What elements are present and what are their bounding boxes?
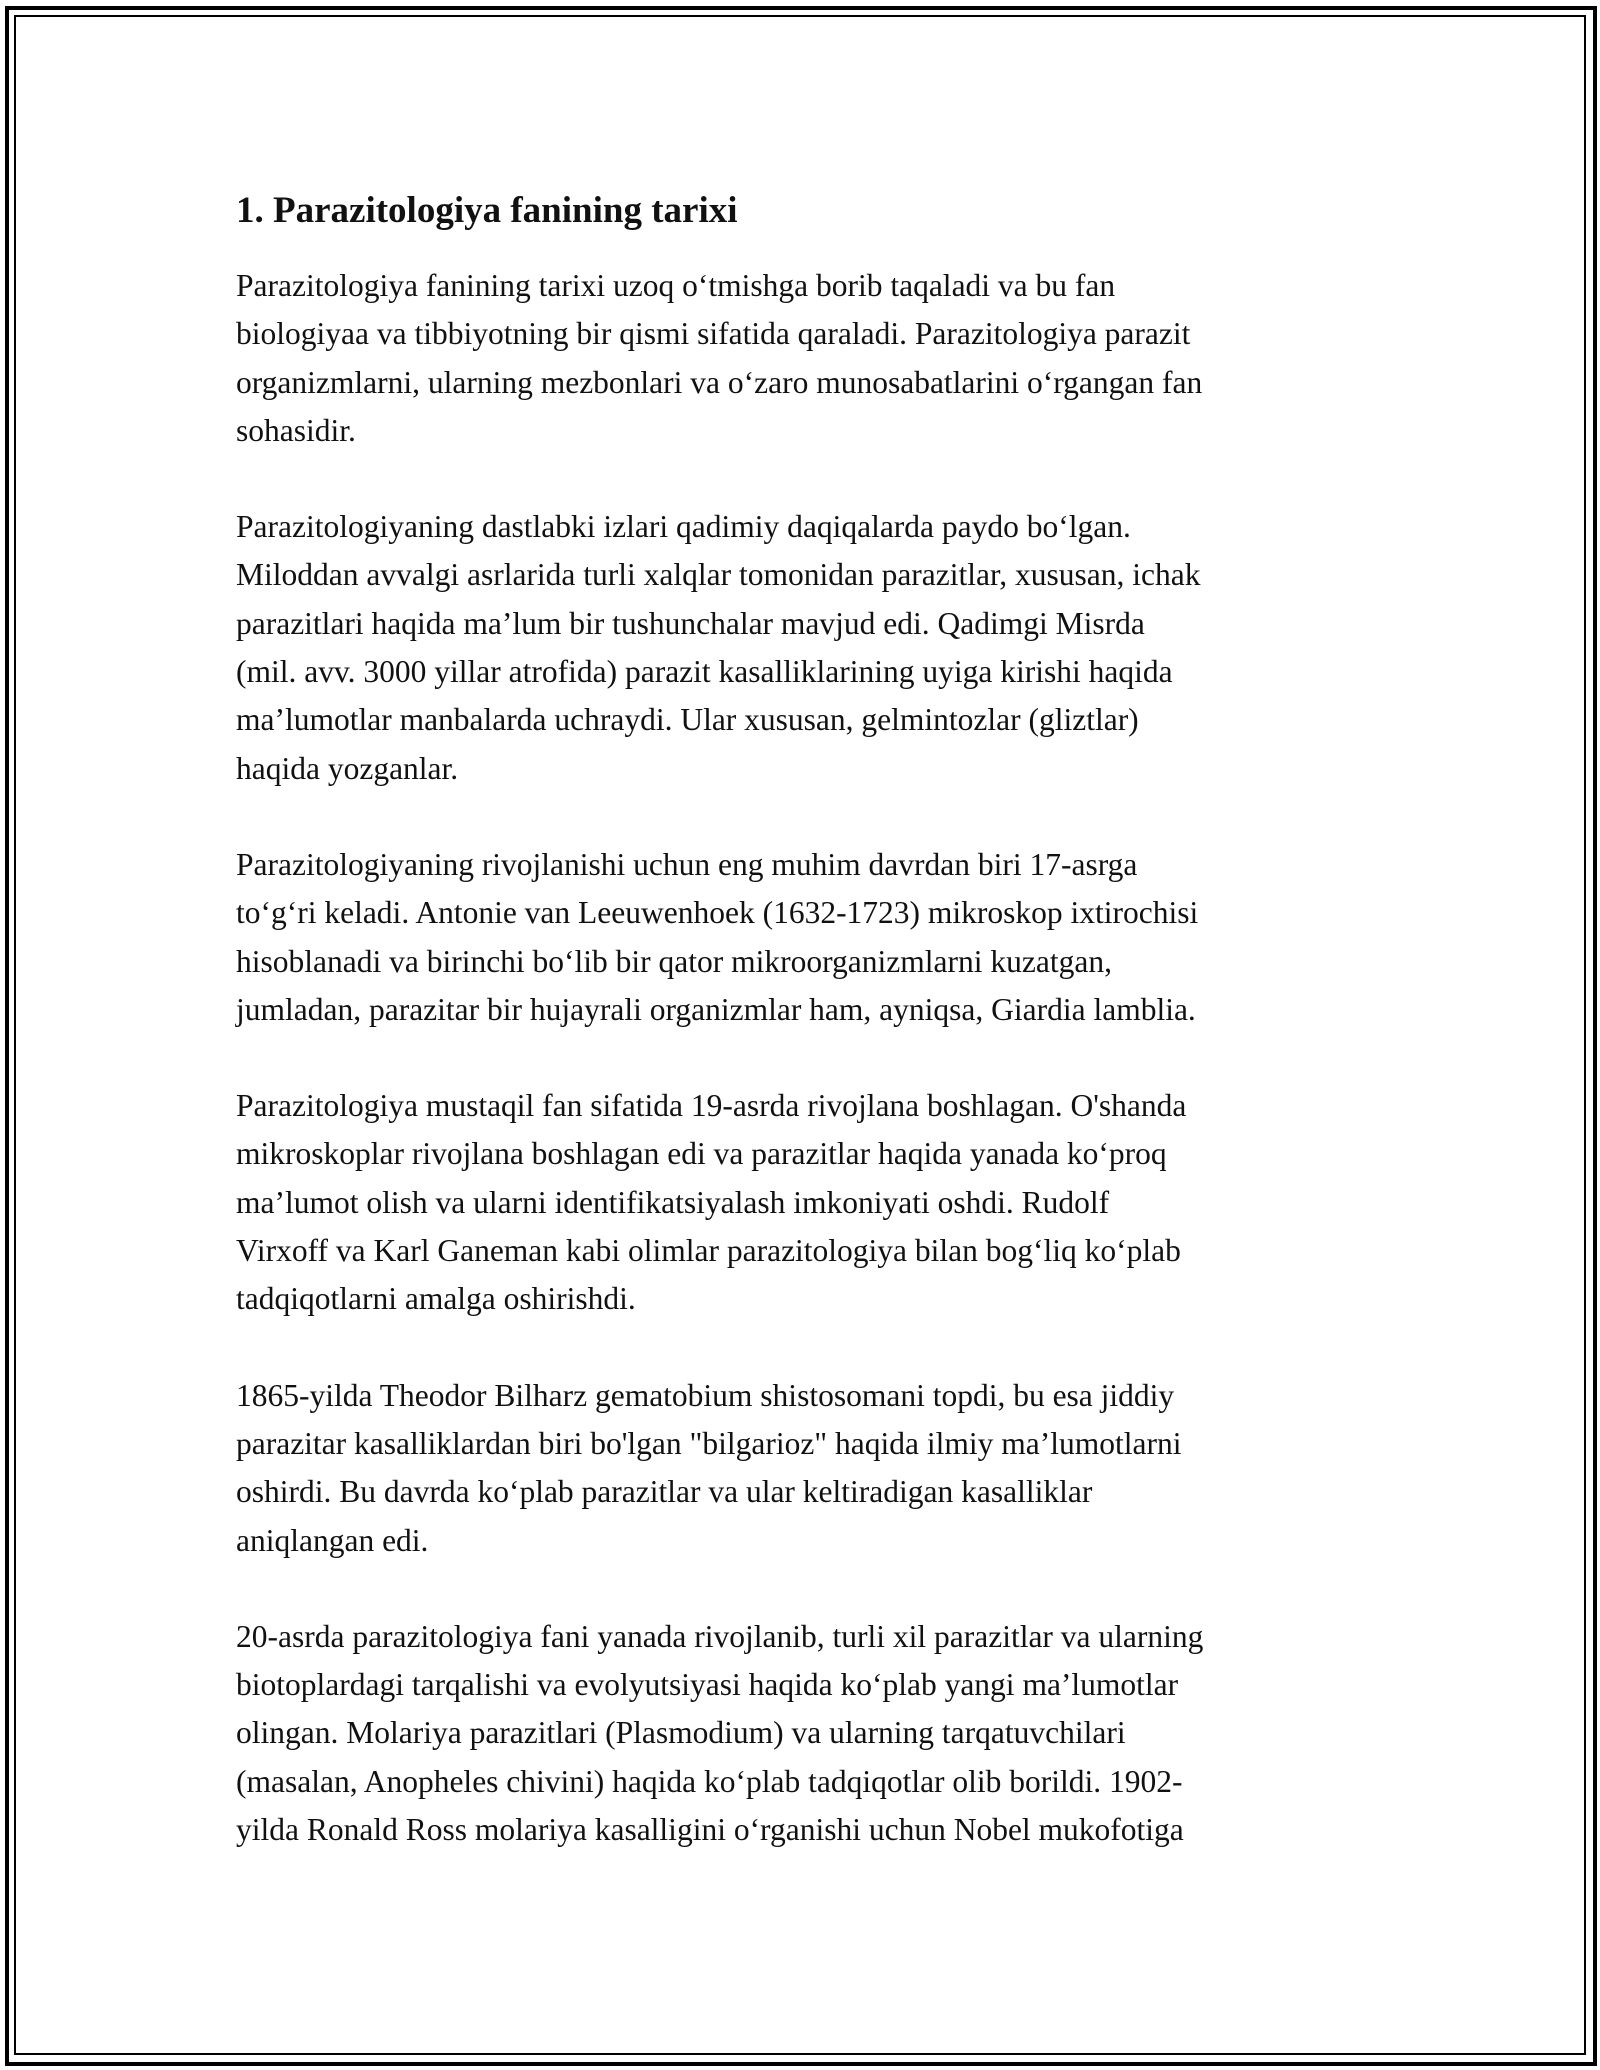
- paragraph: [236, 262, 1366, 455]
- paragraph-line: Parazitologiyaning dastlabki izlari qadimiy daqiqalarda paydo bo‘lgan.: [236, 509, 1131, 545]
- paragraph-line: Parazitologiyaning rivojlanishi uchun eng muhim davrdan biri 17-asrga: [236, 846, 1138, 882]
- paragraph-line: biotoplardagi tarqalishi va evolyutsiyasi haqida ko‘plab yangi ma’lumotlar: [236, 1667, 1179, 1703]
- paragraph-line: Parazitologiya mustaqil fan sifatida 19-asrda rivojlana boshlagan. O'shanda: [236, 1088, 1187, 1124]
- section-heading: 1. Parazitologiya fanining tarixi: [236, 190, 738, 231]
- paragraph-line: (masalan, Anopheles chivini) haqida ko‘plab tadqiqotlar olib borildi. 1902-: [236, 1763, 1183, 1799]
- document-body: [236, 186, 1366, 1902]
- paragraph-line: (mil. avv. 3000 yillar atrofida) parazit kasalliklarining uyiga kirishi haqida: [236, 654, 1173, 690]
- paragraph-line: mikroskoplar rivojlana boshlagan edi va parazitlar haqida yanada ko‘proq: [236, 1136, 1167, 1172]
- paragraph-line: organizmlarni, ularning mezbonlari va o‘zaro munosabatlarini o‘rgangan fan: [236, 364, 1203, 400]
- paragraph-line: biologiyaa va tibbiyotning bir qismi sifatida qaraladi. Parazitologiya parazit: [236, 316, 1191, 352]
- paragraph-line: hisoblanadi va birinchi bo‘lib bir qator mikroorganizmlarni kuzatgan,: [236, 943, 1112, 979]
- paragraph-line: yilda Ronald Ross molariya kasalligini o‘rganishi uchun Nobel mukofotiga: [236, 1812, 1184, 1848]
- paragraph-line: olingan. Molariya parazitlari (Plasmodium) va ularning tarqatuvchilari: [236, 1715, 1126, 1751]
- paragraph-line: to‘g‘ri keladi. Antonie van Leeuwenhoek (1632-1723) mikroskop ixtirochisi: [236, 895, 1199, 931]
- paragraph: [236, 1372, 1366, 1565]
- paragraph-line: oshirdi. Bu davrda ko‘plab parazitlar va ular keltiradigan kasalliklar: [236, 1474, 1093, 1510]
- paragraph-container: [236, 262, 1366, 1854]
- paragraph-line: parazitlari haqida ma’lum bir tushunchalar mavjud edi. Qadimgi Misrda: [236, 605, 1145, 641]
- paragraph: [236, 841, 1366, 1034]
- paragraph-line: 20-asrda parazitologiya fani yanada rivojlanib, turli xil parazitlar va ularning: [236, 1618, 1204, 1654]
- paragraph: [236, 1613, 1366, 1854]
- paragraph-line: haqida yozganlar.: [236, 750, 459, 786]
- paragraph: [236, 503, 1366, 793]
- paragraph-line: Virxoff va Karl Ganeman kabi olimlar parazitologiya bilan bog‘liq ko‘plab: [236, 1233, 1181, 1269]
- paragraph-line: parazitar kasalliklardan biri bo'lgan "bilgarioz" haqida ilmiy ma’lumotlarni: [236, 1425, 1182, 1461]
- paragraph-line: sohasidir.: [236, 412, 356, 448]
- paragraph-line: ma’lumotlar manbalarda uchraydi. Ular xususan, gelmintozlar (gliztlar): [236, 702, 1139, 738]
- paragraph-line: aniqlangan edi.: [236, 1522, 429, 1558]
- paragraph-line: tadqiqotlarni amalga oshirishdi.: [236, 1281, 636, 1317]
- paragraph-line: 1865-yilda Theodor Bilharz gematobium shistosomani topdi, bu esa jiddiy: [236, 1377, 1175, 1413]
- paragraph-line: Miloddan avvalgi asrlarida turli xalqlar tomonidan parazitlar, xususan, ichak: [236, 557, 1201, 593]
- paragraph-line: jumladan, parazitar bir hujayrali organizmlar ham, ayniqsa, Giardia lamblia.: [236, 991, 1196, 1027]
- paragraph-line: ma’lumot olish va ularni identifikatsiyalash imkoniyati oshdi. Rudolf: [236, 1184, 1110, 1220]
- paragraph: [236, 1082, 1366, 1323]
- paragraph-line: Parazitologiya fanining tarixi uzoq o‘tmishga borib taqaladi va bu fan: [236, 268, 1116, 303]
